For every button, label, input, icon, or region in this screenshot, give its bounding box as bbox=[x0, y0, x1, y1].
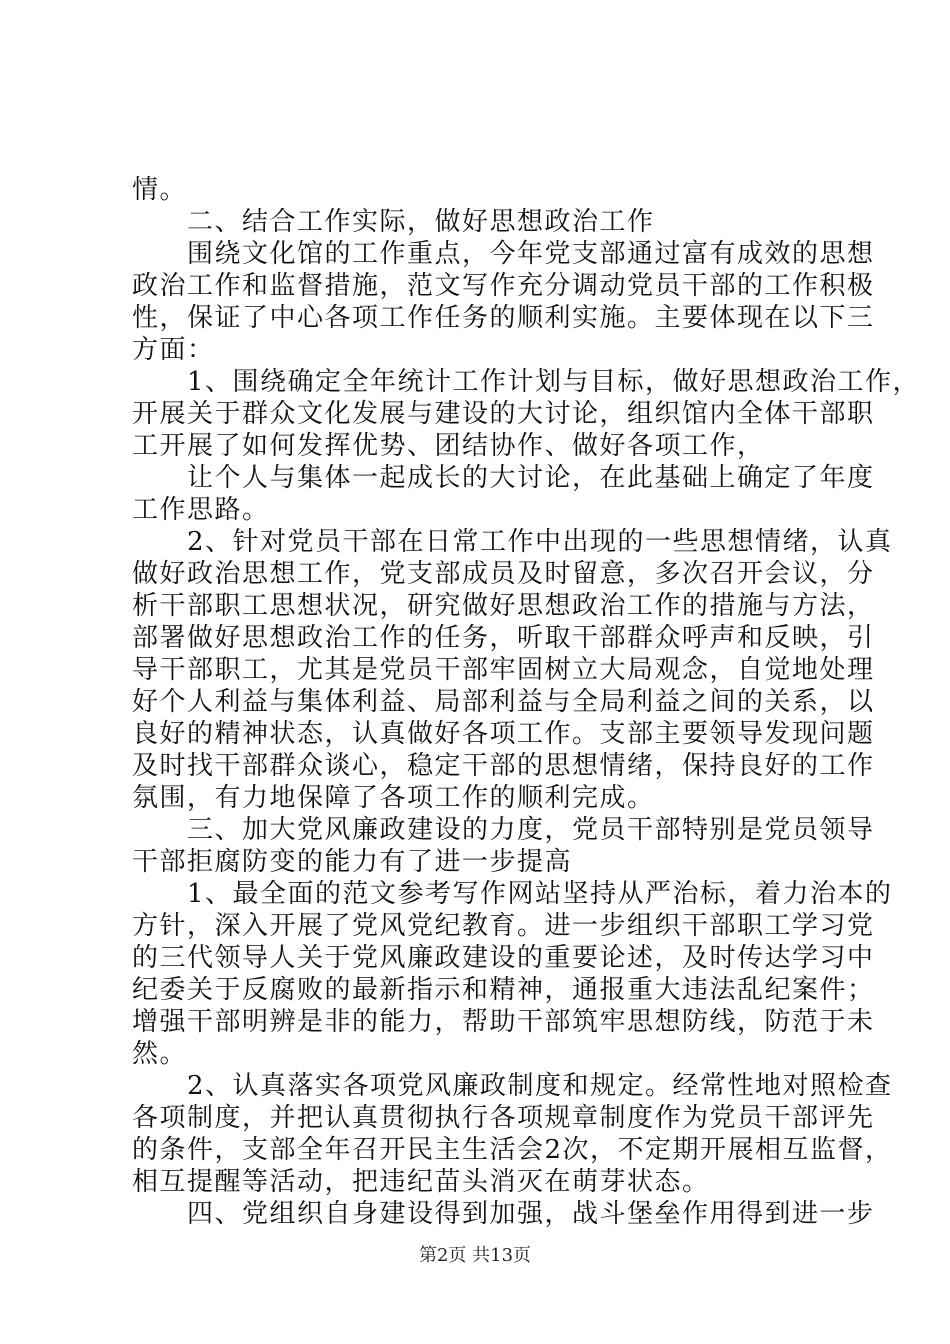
section-heading: 三、加大党风廉政建设的力度，党员干部特别是党员领导 bbox=[132, 815, 875, 845]
text-line: 氛围，有力地保障了各项工作的顺利完成。 bbox=[132, 783, 655, 813]
text-line: 方针，深入开展了党风党纪教育。进一步组织干部职工学习党 bbox=[132, 911, 875, 941]
text-line: 情。 bbox=[132, 175, 188, 205]
text-line: 的条件，支部全年召开民主生活会2次，不定期开展相互监督， bbox=[132, 1135, 893, 1165]
section-heading: 干部拒腐防变的能力有了进一步提高 bbox=[132, 847, 573, 877]
text-line: 围绕文化馆的工作重点，今年党支部通过富有成效的思想 bbox=[132, 239, 875, 269]
text-line: 部署做好思想政治工作的任务，听取干部群众呼声和反映，引 bbox=[132, 623, 875, 653]
text-line: 好个人利益与集体利益、局部利益与全局利益之间的关系，以 bbox=[132, 687, 875, 717]
text-line: 各项制度，并把认真贯彻执行各项规章制度作为党员干部评先 bbox=[132, 1103, 875, 1133]
text-line: 1、最全面的范文参考写作网站坚持从严治标，着力治本的 bbox=[132, 879, 893, 909]
text-line: 良好的精神状态，认真做好各项工作。支部主要领导发现问题 bbox=[132, 719, 875, 749]
text-line: 2、针对党员干部在日常工作中出现的一些思想情绪，认真 bbox=[132, 527, 893, 557]
text-line: 工开展了如何发挥优势、团结协作、做好各项工作， bbox=[132, 431, 765, 461]
page-number-footer: 第2页 共13页 bbox=[418, 1245, 532, 1266]
text-line: 方面： bbox=[132, 335, 215, 365]
text-line: 增强干部明辨是非的能力，帮助干部筑牢思想防线，防范于未 bbox=[132, 1007, 875, 1037]
text-line: 纪委关于反腐败的最新指示和精神，通报重大违法乱纪案件； bbox=[132, 975, 875, 1005]
text-line: 让个人与集体一起成长的大讨论，在此基础上确定了年度 bbox=[132, 463, 875, 493]
text-line: 2、认真落实各项党风廉政制度和规定。经常性地对照检查 bbox=[132, 1071, 893, 1101]
text-line: 开展关于群众文化发展与建设的大讨论，组织馆内全体干部职 bbox=[132, 399, 875, 429]
text-line: 性，保证了中心各项工作任务的顺利实施。主要体现在以下三 bbox=[132, 303, 875, 333]
text-line: 1、围绕确定全年统计工作计划与目标，做好思想政治工作， bbox=[132, 367, 921, 397]
section-heading: 二、结合工作实际，做好思想政治工作 bbox=[132, 207, 655, 237]
text-line: 政治工作和监督措施，范文写作充分调动党员干部的工作积极 bbox=[132, 271, 875, 301]
text-line: 析干部职工思想状况，研究做好思想政治工作的措施与方法， bbox=[132, 591, 875, 621]
section-heading: 四、党组织自身建设得到加强，战斗堡垒作用得到进一步 bbox=[132, 1199, 875, 1229]
text-line: 的三代领导人关于党风廉政建设的重要论述，及时传达学习中 bbox=[132, 943, 875, 973]
text-line: 做好政治思想工作，党支部成员及时留意，多次召开会议，分 bbox=[132, 559, 875, 589]
text-line: 导干部职工，尤其是党员干部牢固树立大局观念，自觉地处理 bbox=[132, 655, 875, 685]
text-line: 然。 bbox=[132, 1039, 188, 1069]
text-line: 及时找干部群众谈心，稳定干部的思想情绪，保持良好的工作 bbox=[132, 751, 875, 781]
text-line: 相互提醒等活动，把违纪苗头消灭在萌芽状态。 bbox=[132, 1167, 710, 1197]
text-line: 工作思路。 bbox=[132, 495, 270, 525]
